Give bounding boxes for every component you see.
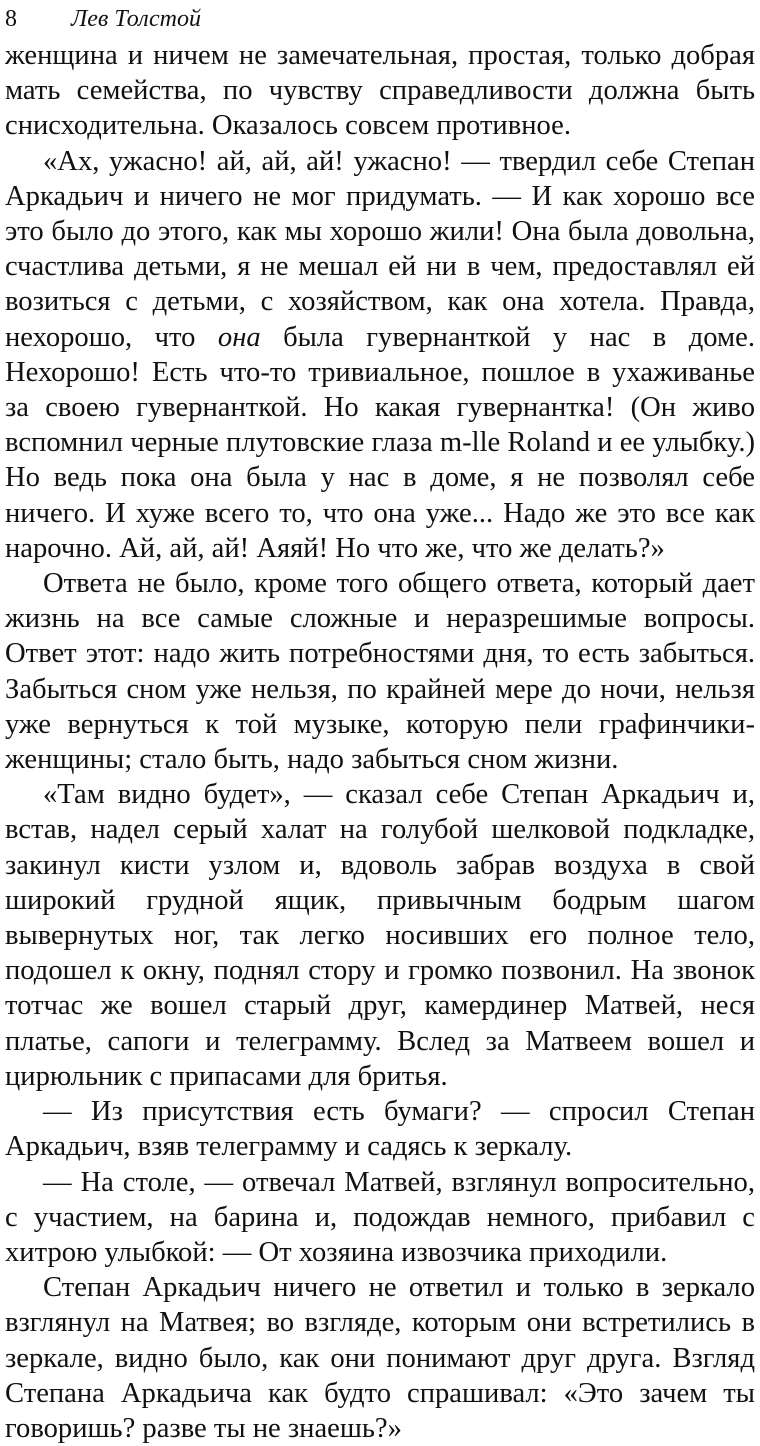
paragraph-text: «Ах, ужасно! ай, ай, ай! ужасно! — твердил себе Степан Аркадьич и ничего не мог придумать. — И как хорошо все это было до этого, как мы хорошо жили! Она была довольна, счастлива детьми, я не мешал ей ни в чем, предоставлял ей возиться с детьми, с хозяйством, как она хотела. Правда, нехорошо, что — [5, 145, 755, 353]
paragraph-text: была гувернанткой у нас в доме. Нехорошо! Есть что-то тривиальное, пошлое в ухаживанье за своею гувернанткой. Но какая гувернантка! (Он живо вспомнил черные плутовские глаза m-lle Roland и ее улыбку.) Но ведь пока она была у нас в доме, я не позволял себе ничего. И хуже всего то, что она уже... Надо же это все как нарочно. Ай, ай, ай! Аяяй! Но что же, что же делать?» — [5, 321, 755, 564]
paragraph: «Там видно будет», — сказал себе Степан Аркадьич и, встав, надел серый халат на голубой шелковой подкладке, закинул кисти узлом и, вдоволь забрав воздуха в свой широкий грудной ящик, привычным бодрым шагом вывернутых ног, так легко носивших его полное тело, подошел к окну, поднял стору и громко позвонил. На звонок тотчас же вошел старый друг, камердинер Матвей, неся платье, сапоги и телеграмму. Вслед за Матвеем вошел и цирюльник с припасами для бритья. — [5, 779, 755, 1092]
emphasized-word: она — [217, 321, 261, 353]
dialogue-line: — Из присутствия есть бумаги? — спросил Степан Аркадьич, взяв телеграмму и садясь к зеркалу. — [5, 1096, 755, 1163]
running-title: Лев Толстой — [71, 6, 201, 32]
page-header — [5, 0, 755, 38]
dialogue-line: — На столе, — отвечал Матвей, взглянул вопросительно, с участием, на барина и, подождав немного, прибавил с хитрою улыбкой: — От хозяина извозчика приходили. — [5, 1166, 755, 1268]
paragraph-continuation: женщина и ничем не замечательная, простая, только добрая мать семейства, по чувству справедливости должна быть снисходительна. Оказалось совсем противное. — [5, 40, 755, 142]
body-text — [5, 38, 755, 1446]
page-number: 8 — [5, 6, 17, 32]
paragraph: Ответа не было, кроме того общего ответа, который дает жизнь на все самые сложные и неразрешимые вопросы. Ответ этот: надо жить потребностями дня, то есть забыться. Забыться сном уже нельзя, по крайней мере до ночи, нельзя уже вернуться к той музыке, которую пели графинчики-женщины; стало быть, надо забыться сном жизни. — [5, 568, 755, 776]
paragraph: Степан Аркадьич ничего не ответил и только в зеркало взглянул на Матвея; во взгляде, которым они встретились в зеркале, видно было, как они понимают друг друга. Взгляд Степана Аркадьича как будто спрашивал: «Это зачем ты говоришь? разве ты не знаешь?» — [5, 1272, 755, 1444]
paragraph — [5, 144, 755, 566]
